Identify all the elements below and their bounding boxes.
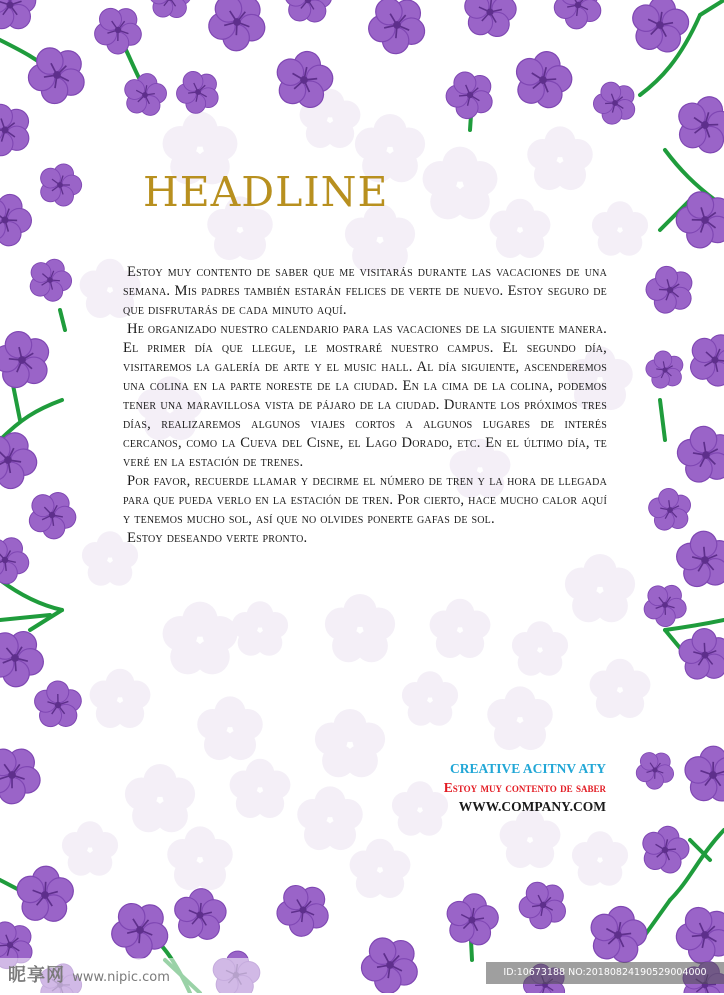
purple-flower xyxy=(639,257,703,321)
purple-flower xyxy=(0,528,37,591)
letter-body xyxy=(123,263,607,548)
purple-flower xyxy=(30,675,88,734)
purple-flower xyxy=(641,344,691,394)
ghost-flower xyxy=(230,759,291,818)
purple-flower xyxy=(637,821,693,876)
purple-flower xyxy=(668,180,724,257)
ghost-flower xyxy=(430,599,491,658)
paragraph-2: He organizado nuestro calendario para las vacaciones de la siguiente manera. El primer día que llegue, le mostraré nuestro campus. El segundo día, visitaremos la galería de arte y el music hall. Al día siguiente, ascenderemos una colina en la parte noreste de la ciudad. En la cima de la colina, podemos tener una maravillosa vista de pájaro de la ciudad. Durante los próximos tres días, realizaremos algunos viajes cortos a algunos lugares de interés cercanos, como la Cueva del Cisne, el Lago Dorado, etc. En el último día, te veré en la estación de trenes. xyxy=(123,320,607,472)
ghost-flower xyxy=(167,826,233,890)
ghost-flower xyxy=(90,669,151,728)
footer-website: WWW.COMPANY.COM xyxy=(444,797,606,816)
footer-subtitle: Estoy muy contento de saber xyxy=(444,778,606,797)
ghost-flower xyxy=(163,602,238,675)
purple-flower xyxy=(630,743,682,795)
purple-flower xyxy=(671,90,724,158)
purple-flower xyxy=(0,321,61,397)
ghost-flower xyxy=(62,821,118,876)
watermark-site: www.nipic.com xyxy=(72,970,170,985)
purple-flower xyxy=(86,0,151,61)
purple-flower xyxy=(268,873,340,945)
purple-flower xyxy=(438,62,503,127)
purple-flower xyxy=(586,901,652,965)
purple-flower xyxy=(0,94,42,165)
purple-flower xyxy=(23,252,77,306)
purple-flower xyxy=(682,325,724,392)
ghost-flower xyxy=(500,809,561,868)
purple-flower xyxy=(510,45,578,112)
watermark-logo-text: 昵享网 xyxy=(8,965,65,986)
purple-flower xyxy=(16,865,75,922)
purple-flower xyxy=(34,158,87,210)
purple-flower xyxy=(462,0,518,38)
purple-flower xyxy=(352,925,430,993)
ghost-flower xyxy=(592,201,648,256)
ghost-flower xyxy=(490,199,551,258)
purple-flower xyxy=(684,746,724,802)
ghost-flower xyxy=(392,781,448,836)
purple-flower xyxy=(0,735,52,812)
purple-flower xyxy=(644,482,699,537)
paragraph-4: Estoy deseando verte pronto. xyxy=(123,529,607,548)
purple-flower xyxy=(511,871,576,936)
footer-tagline: CREATIVE ACITNV ATY xyxy=(444,759,606,778)
ghost-flower xyxy=(297,786,363,850)
watermark-id: ID:10673188 NO:20180824190529004000 xyxy=(486,962,724,984)
ghost-flower xyxy=(325,594,395,662)
ghost-flower xyxy=(232,601,288,656)
purple-flower xyxy=(0,619,54,695)
ghost-flower xyxy=(197,696,263,760)
purple-flower xyxy=(169,62,228,121)
purple-flower xyxy=(283,0,333,23)
purple-flower xyxy=(148,0,192,18)
purple-flower xyxy=(587,73,645,132)
ghost-flower xyxy=(572,831,628,886)
purple-flower xyxy=(637,575,695,633)
purple-flower xyxy=(0,186,38,251)
ghost-flower xyxy=(350,839,411,898)
purple-flower xyxy=(670,417,724,492)
footer-block xyxy=(444,759,606,816)
purple-flower xyxy=(674,622,724,688)
purple-flower xyxy=(546,0,611,37)
purple-flower xyxy=(21,483,84,545)
ghost-flower xyxy=(315,709,385,777)
purple-flower xyxy=(172,886,228,940)
purple-flower xyxy=(199,0,277,60)
headline: HEADLINE xyxy=(143,168,388,216)
ghost-flower xyxy=(402,671,458,726)
paragraph-3: Por favor, recuerde llamar y decirme el número de tren y la hora de llegada para que pueda verlo en la estación de tren. Por cierto, hace mucho calor aquí y tenemos mucho sol, así que no olvides ponerte gafas de sol. xyxy=(123,472,607,529)
ghost-flower xyxy=(512,621,568,676)
purple-flower xyxy=(121,70,170,118)
purple-flower xyxy=(0,0,36,29)
purple-flower xyxy=(359,0,437,63)
ghost-flower xyxy=(565,554,635,622)
ghost-flower xyxy=(590,659,651,718)
purple-flower xyxy=(443,890,502,947)
ghost-flower xyxy=(527,126,593,190)
watermark-logo xyxy=(0,958,330,993)
ghost-flower xyxy=(487,686,553,750)
ghost-flower xyxy=(423,147,498,220)
purple-flower xyxy=(670,523,724,596)
paragraph-1: Estoy muy contento de saber que me visitarás durante las vacaciones de una semana. Mis padres también estarán felices de verte de nuevo. Estoy seguro de que disfrutarás de cada minuto aquí. xyxy=(123,263,607,320)
purple-flower xyxy=(19,35,97,113)
ghost-flower xyxy=(125,764,195,832)
